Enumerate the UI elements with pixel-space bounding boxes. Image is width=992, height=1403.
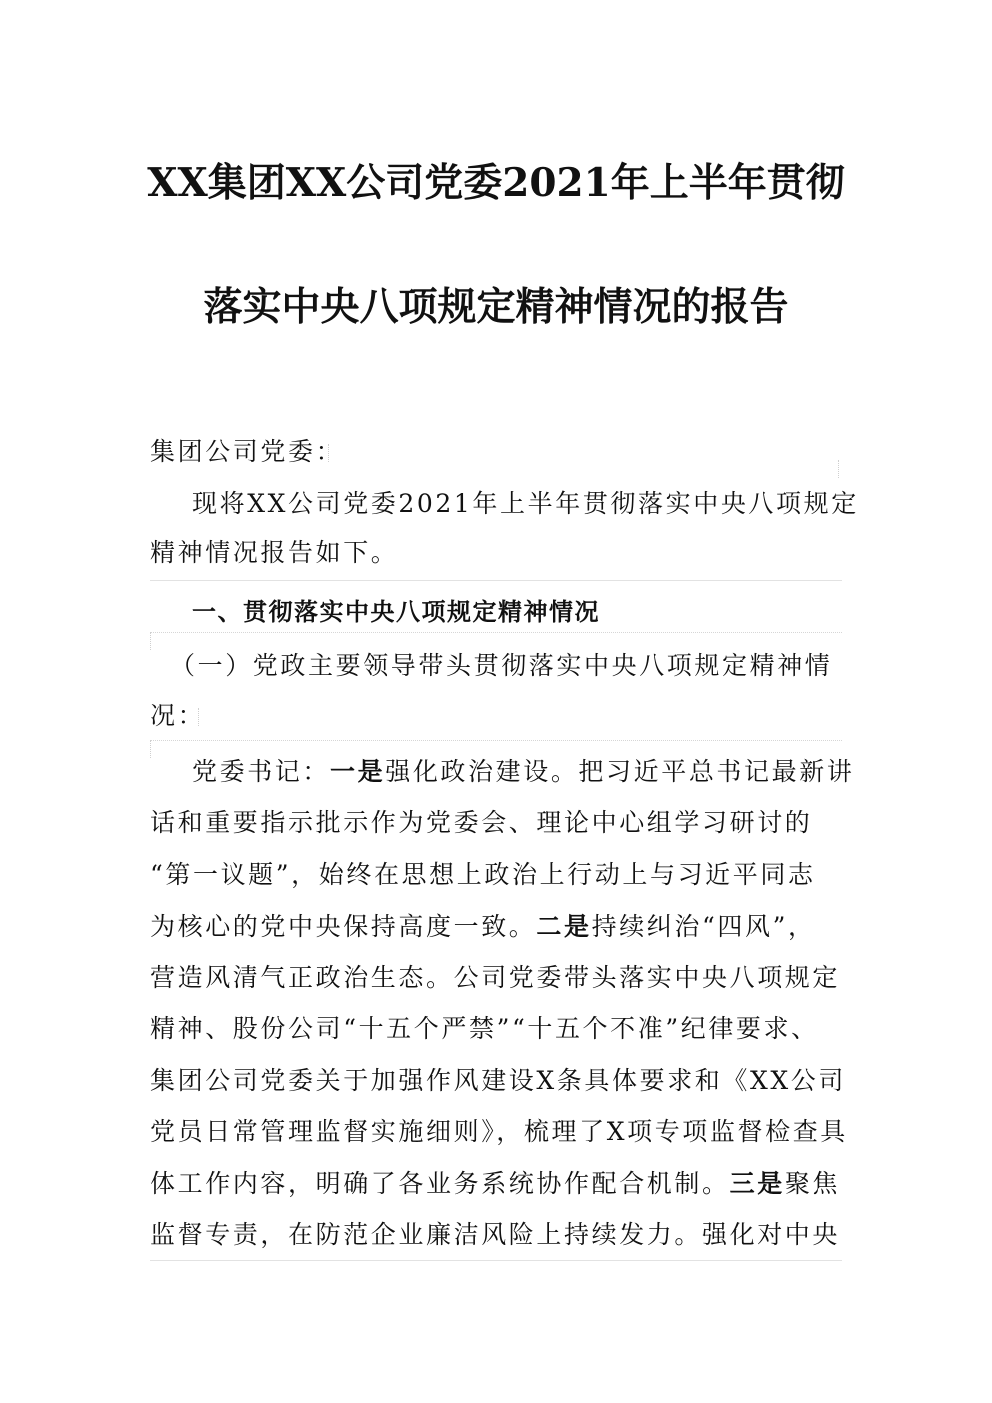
margin-marker [198, 708, 199, 726]
body-line-10: 监督专责，在防范企业廉洁风险上持续发力。强化对中央 [150, 1220, 841, 1249]
document-title-line-2: 落实中央八项规定精神情况的报告 [203, 284, 789, 330]
body-line-9 [150, 1164, 850, 1204]
document-title-line-1: XX集团XX公司党委2021年上半年贯彻 [147, 160, 845, 206]
paragraph-rule [150, 580, 842, 581]
body-line-5: 营造风清气正政治生态。公司党委带头落实中央八项规定 [150, 963, 841, 992]
paragraph-rule [150, 1260, 842, 1261]
body-line-3: “第一议题”，始终在思想上政治上行动上与习近平同志 [150, 860, 816, 889]
body-line-2: 话和重要指示批示作为党委会、理论中心组学习研讨的 [150, 808, 813, 837]
body-line-6: 精神、股份公司“十五个严禁”“十五个不准”纪律要求、 [150, 1014, 819, 1043]
body-text: 体工作内容，明确了各业务系统协作配合机制。 [150, 1169, 730, 1198]
salutation: 集团公司党委： [150, 437, 344, 466]
margin-marker [150, 632, 151, 650]
paragraph-rule [150, 740, 842, 741]
subsection-heading-line-1: （一）党政主要领导带头贯彻落实中央八项规定精神情 [170, 651, 833, 680]
body-line-1 [192, 752, 892, 792]
body-text: 聚焦 [784, 1169, 841, 1198]
intro-paragraph-line-2: 精神情况报告如下。 [150, 538, 399, 567]
body-text: 持续纠治“四风”， [591, 912, 816, 941]
margin-marker [328, 444, 329, 462]
paragraph-rule [150, 632, 842, 633]
intro-paragraph-line-1: 现将XX公司党委2021年上半年贯彻落实中央八项规定 [192, 489, 859, 518]
margin-marker [150, 740, 151, 758]
body-line-4 [150, 907, 850, 947]
emphasis-text: 一是 [330, 757, 386, 786]
body-text: 为核心的党中央保持高度一致。 [150, 912, 537, 941]
body-line-8: 党员日常管理监督实施细则》，梳理了X项专项监督检查具 [150, 1117, 848, 1146]
section-heading-1: 一、贯彻落实中央八项规定精神情况 [192, 598, 600, 626]
body-text: 党委书记： [192, 757, 331, 786]
subsection-heading-line-2: 况： [150, 701, 206, 730]
body-line-7: 集团公司党委关于加强作风建设X条具体要求和《XX公司 [150, 1066, 846, 1095]
emphasis-text: 二是 [536, 912, 592, 941]
emphasis-text: 三是 [729, 1169, 785, 1198]
body-text: 强化政治建设。把习近平总书记最新讲 [385, 757, 855, 786]
margin-marker [838, 460, 839, 478]
